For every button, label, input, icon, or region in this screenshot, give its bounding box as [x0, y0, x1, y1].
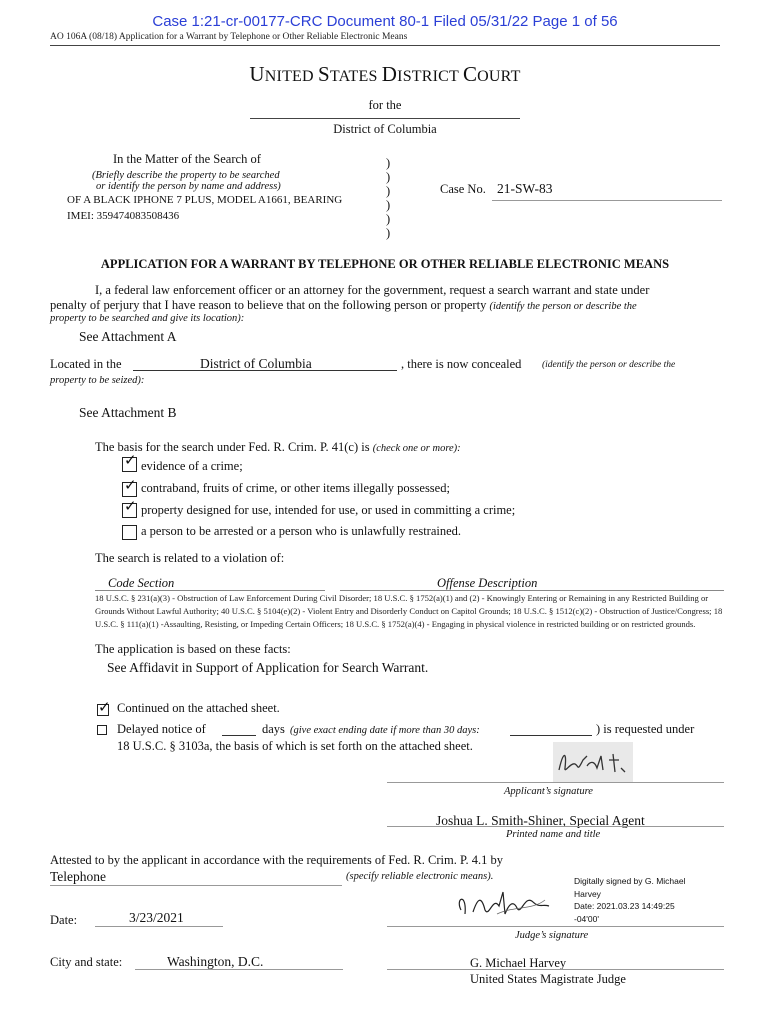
continued-checkbox[interactable]: [97, 698, 111, 716]
intro-line-2: [50, 298, 637, 313]
basis-checkbox-contraband[interactable]: [122, 476, 137, 497]
court-name-letter: D: [381, 62, 398, 86]
bracket-column: ) ) ) ) ) ): [386, 156, 391, 240]
violation-intro: The search is related to a violation of:: [95, 551, 285, 565]
basis-checkbox-evidence[interactable]: [122, 451, 137, 472]
basis-option-label: evidence of a crime;: [141, 459, 243, 473]
case-no-label: Case No.: [440, 182, 486, 196]
applicant-signature-image: [553, 742, 633, 782]
seized-hint: property to be seized):: [50, 375, 145, 386]
basis-checkbox-property[interactable]: [122, 497, 137, 518]
basis-intro-hint: (check one or more):: [372, 443, 461, 454]
attachment-a: See Attachment A: [79, 329, 177, 344]
district-underline: [250, 118, 520, 119]
basis-option-label: a person to be arrested or a person who is unlawfully restrained.: [141, 524, 462, 538]
city-state-value: Washington, D.C.: [167, 954, 264, 969]
case-no-value: 21-SW-83: [497, 181, 553, 196]
delayed-days-label: days: [262, 722, 285, 736]
checkmark-icon: ✓: [124, 476, 137, 494]
checkmark-icon: ✓: [98, 698, 111, 716]
city-state-line: [135, 969, 343, 970]
judge-name: G. Michael Harvey: [470, 956, 567, 970]
code-section-underline: [95, 590, 325, 591]
court-name-letter: C: [462, 62, 478, 86]
matter-instruction-2: or identify the person by name and address): [96, 181, 281, 192]
digital-signature-block: [574, 875, 724, 925]
attachment-b: See Attachment B: [79, 405, 177, 420]
offense-description-header: Offense Description: [437, 576, 538, 590]
delayed-notice-line-2: 18 U.S.C. § 3103a, the basis of which is set forth on the attached sheet.: [117, 739, 473, 753]
concealed-hint: (identify the person or describe the: [542, 360, 676, 370]
court-name-rest: OURT: [477, 68, 521, 85]
case-no-underline: [492, 200, 722, 201]
header-divider: [50, 45, 720, 46]
judge-signature-image: [453, 884, 571, 926]
applicant-name: Joshua L. Smith-Shiner, Special Agent: [436, 813, 645, 828]
continued-label: Continued on the attached sheet.: [117, 701, 280, 715]
digital-signature-line: Date: 2021.03.23 14:49:25: [574, 901, 675, 911]
court-name-rest: NITED: [264, 68, 318, 85]
intro-line-2-hint: (identify the person or describe the: [489, 301, 637, 312]
court-name-letter: S: [317, 62, 330, 86]
delayed-notice-hint: (give exact ending date if more than 30 days:: [290, 725, 480, 736]
located-value: District of Columbia: [200, 356, 312, 371]
delayed-notice-checkbox[interactable]: [97, 725, 107, 735]
attestation-method-caption: (specify reliable electronic means).: [346, 871, 494, 882]
facts-intro: The application is based on these facts:: [95, 642, 291, 656]
date-value: 3/23/2021: [129, 910, 184, 925]
delayed-notice-end: ) is requested under: [596, 722, 695, 736]
case-header: Case 1:21-cr-00177-CRC Document 80-1 Filed 05/31/22 Page 1 of 56: [152, 13, 618, 30]
applicant-name-caption: Printed name and title: [506, 829, 601, 840]
attestation-text: Attested to by the applicant in accordance with the requirements of Fed. R. Crim. P. 4.1 by: [50, 853, 504, 867]
matter-instruction-1: (Briefly describe the property to be searched: [92, 170, 280, 181]
matter-heading: In the Matter of the Search of: [113, 152, 261, 166]
checkmark-icon: ✓: [124, 497, 137, 515]
form-identifier: AO 106A (08/18) Application for a Warrant by Telephone or Other Reliable Electronic Means: [50, 32, 408, 42]
application-title: APPLICATION FOR A WARRANT BY TELEPHONE OR OTHER RELIABLE ELECTRONIC MEANS: [100, 257, 670, 271]
basis-checkbox-person[interactable]: [122, 525, 137, 540]
code-section-header: Code Section: [108, 576, 175, 590]
city-state-label: City and state:: [50, 955, 123, 969]
offense-header-underline: [340, 590, 724, 591]
court-name: [0, 62, 770, 87]
checkmark-icon: ✓: [124, 451, 137, 469]
court-name-rest: ISTRICT: [397, 68, 463, 85]
delayed-notice-label: Delayed notice of: [117, 722, 206, 736]
court-name-letter: U: [249, 62, 265, 86]
basis-option-label: property designed for use, intended for use, or used in committing a crime;: [141, 503, 516, 517]
judge-signature-line: [387, 926, 724, 927]
attestation-method-line: [50, 885, 342, 886]
applicant-name-line: [387, 826, 724, 827]
facts-value: See Affidavit in Support of Application for Search Warrant.: [107, 660, 429, 675]
judge-signature-caption: Judge’s signature: [515, 930, 589, 941]
attestation-method: Telephone: [50, 869, 107, 884]
intro-line-1: I, a federal law enforcement officer or an attorney for the government, request a search warrant and state under: [95, 283, 650, 297]
applicant-signature-line: [387, 782, 724, 783]
date-line: [95, 926, 223, 927]
basis-intro-text: The basis for the search under Fed. R. Crim. P. 41(c) is: [95, 440, 370, 454]
district-name: District of Columbia: [333, 122, 437, 136]
digital-signature-line: Digitally signed by G. Michael: [574, 876, 686, 886]
digital-signature-line: -04'00': [574, 913, 599, 924]
delayed-days-field[interactable]: [222, 735, 256, 736]
concealed-text: , there is now concealed: [401, 357, 522, 371]
applicant-signature-caption: Applicant’s signature: [504, 786, 593, 797]
basis-option-label: contraband, fruits of crime, or other items illegally possessed;: [141, 481, 450, 495]
judge-title: United States Magistrate Judge: [470, 972, 626, 986]
delayed-end-date-field[interactable]: [510, 735, 592, 736]
signature-scribble-icon: [453, 884, 571, 926]
judge-name-line: [387, 969, 724, 970]
intro-line-3: property to be searched and give its location):: [50, 313, 245, 324]
property-line-2: IMEI: 359474083508436: [67, 210, 180, 222]
basis-intro: [95, 440, 461, 455]
property-line-1: OF A BLACK IPHONE 7 PLUS, MODEL A1661, BEARING: [67, 194, 343, 206]
date-label: Date:: [50, 913, 78, 927]
digital-signature-line: Harvey: [574, 888, 601, 899]
located-label: Located in the: [50, 357, 122, 371]
signature-scribble-icon: [553, 742, 633, 782]
intro-line-2-text: penalty of perjury that I have reason to believe that on the following person or property: [50, 298, 487, 312]
for-the-label: for the: [368, 98, 402, 112]
court-name-rest: TATES: [329, 68, 382, 85]
offense-description-text: 18 U.S.C. § 231(a)(3) - Obstruction of Law Enforcement During Civil Disorder; 18 U.S.C. § 1752(a)(1) and (2) - Knowingly Entering or Remaining in any Restricted Building or Grounds Without Lawful Authority; 40 U.S.C. § 5104(e)(2) - Violent Entry and Disorderly Conduct on Capitol Grounds; 18 U.S.C. § 1512(c)(2) - Obstruction of Justice/Congress; 18 U.S.C. § 111(a)(1) -Assaulting, Resisting, or Impeding Certain Officers; 18 U.S.C. § 1752(a)(4) - Engaging in physical violence in restricted building or on restricted grounds.: [95, 593, 723, 629]
